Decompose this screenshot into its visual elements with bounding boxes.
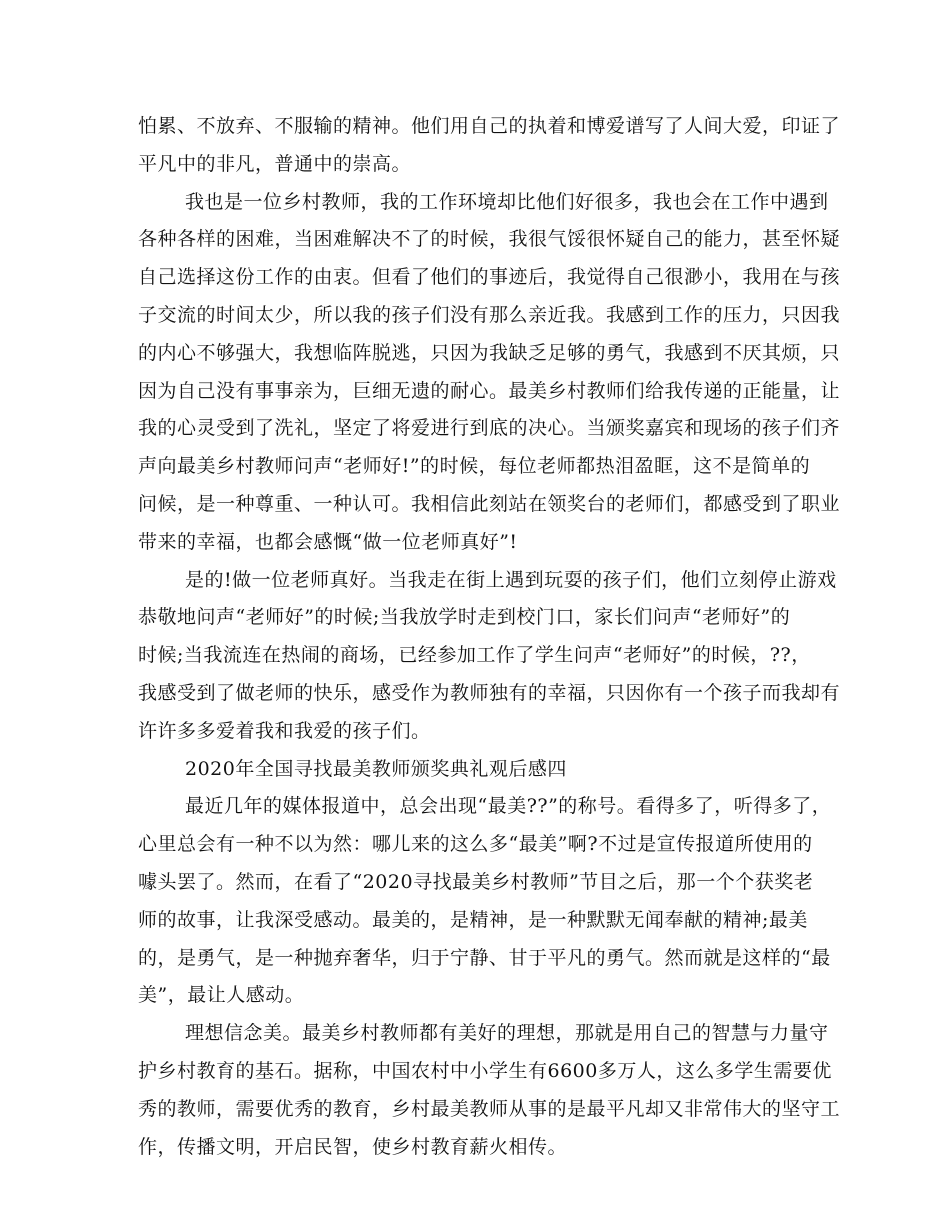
body-line: 心里总会有一种不以为然：哪儿来的这么多“最美”啊?不过是宣传报道所使用的 xyxy=(138,833,813,856)
body-line: 问候，是一种尊重、一种认可。我相信此刻站在领奖台的老师们，都感受到了职业 xyxy=(138,492,841,515)
body-line: 带来的幸福，也都会感慨“做一位老师真好”! xyxy=(138,530,518,553)
body-line: 子交流的时间太少，所以我的孩子们没有那么亲近我。我感到工作的压力，只因我 xyxy=(138,303,841,326)
paragraph-first-line: 理想信念美。最美乡村教师都有美好的理想，那就是用自己的智慧与力量守 xyxy=(185,1022,829,1045)
body-line: 我感受到了做老师的快乐，感受作为教师独有的幸福，只因你有一个孩子而我却有 xyxy=(138,681,841,704)
body-line: 声向最美乡村教师问声“老师好!”的时候，每位老师都热泪盈眶，这不是简单的 xyxy=(138,455,811,478)
body-line: 恭敬地问声“老师好”的时候;当我放学时走到校门口，家长们问声“老师好”的 xyxy=(138,606,791,629)
body-line: 的，是勇气，是一种抛弃奢华，归于宁静、甘于平凡的勇气。然而就是这样的“最 xyxy=(138,946,831,969)
body-line: 各种各样的困难，当困难解决不了的时候，我很气馁很怀疑自己的能力，甚至怀疑 xyxy=(138,228,841,251)
body-line: 许许多多爱着我和我爱的孩子们。 xyxy=(138,719,431,742)
paragraph-first-line: 最近几年的媒体报道中，总会出现“最美??”的称号。看得多了，听得多了， xyxy=(185,795,832,818)
body-line: 美”，最让人感动。 xyxy=(138,984,305,1007)
body-line: 时候;当我流连在热闹的商场，已经参加工作了学生问声“老师好”的时候，??， xyxy=(138,644,811,667)
paragraph-first-line: 我也是一位乡村教师，我的工作环境却比他们好很多，我也会在工作中遇到 xyxy=(185,190,829,213)
paragraph-first-line: 是的!做一位老师真好。当我走在街上遇到玩耍的孩子们，他们立刻停止游戏 xyxy=(185,568,837,591)
body-line: 平凡中的非凡，普通中的崇高。 xyxy=(138,152,412,175)
body-line: 师的故事，让我深受感动。最美的，是精神，是一种默默无闻奉献的精神;最美 xyxy=(138,908,808,931)
body-line: 作，传播文明，开启民智，使乡村教育薪火相传。 xyxy=(138,1135,568,1158)
body-line: 护乡村教育的基石。据称，中国农村中小学生有6600多万人，这么多学生需要优 xyxy=(138,1059,832,1082)
body-line: 噱头罢了。然而，在看了“2020寻找最美乡村教师”节目之后，那一个个获奖老 xyxy=(138,870,814,893)
body-line: 因为自己没有事事亲为，巨细无遗的耐心。最美乡村教师们给我传递的正能量，让 xyxy=(138,379,841,402)
document-body xyxy=(138,108,841,1166)
body-line: 的内心不够强大，我想临阵脱逃，只因为我缺乏足够的勇气，我感到不厌其烦，只 xyxy=(138,341,841,364)
body-line: 秀的教师，需要优秀的教育，乡村最美教师从事的是最平凡却又非常伟大的坚守工 xyxy=(138,1097,841,1120)
body-line: 自己选择这份工作的由衷。但看了他们的事迹后，我觉得自己很渺小，我用在与孩 xyxy=(138,266,841,289)
body-line: 怕累、不放弃、不服输的精神。他们用自己的执着和博爱谱写了人间大爱，印证了 xyxy=(138,115,841,137)
body-line: 我的心灵受到了洗礼，坚定了将爱进行到底的决心。当颁奖嘉宾和现场的孩子们齐 xyxy=(138,417,841,440)
section-heading: 2020年全国寻找最美教师颁奖典礼观后感四 xyxy=(185,757,567,780)
